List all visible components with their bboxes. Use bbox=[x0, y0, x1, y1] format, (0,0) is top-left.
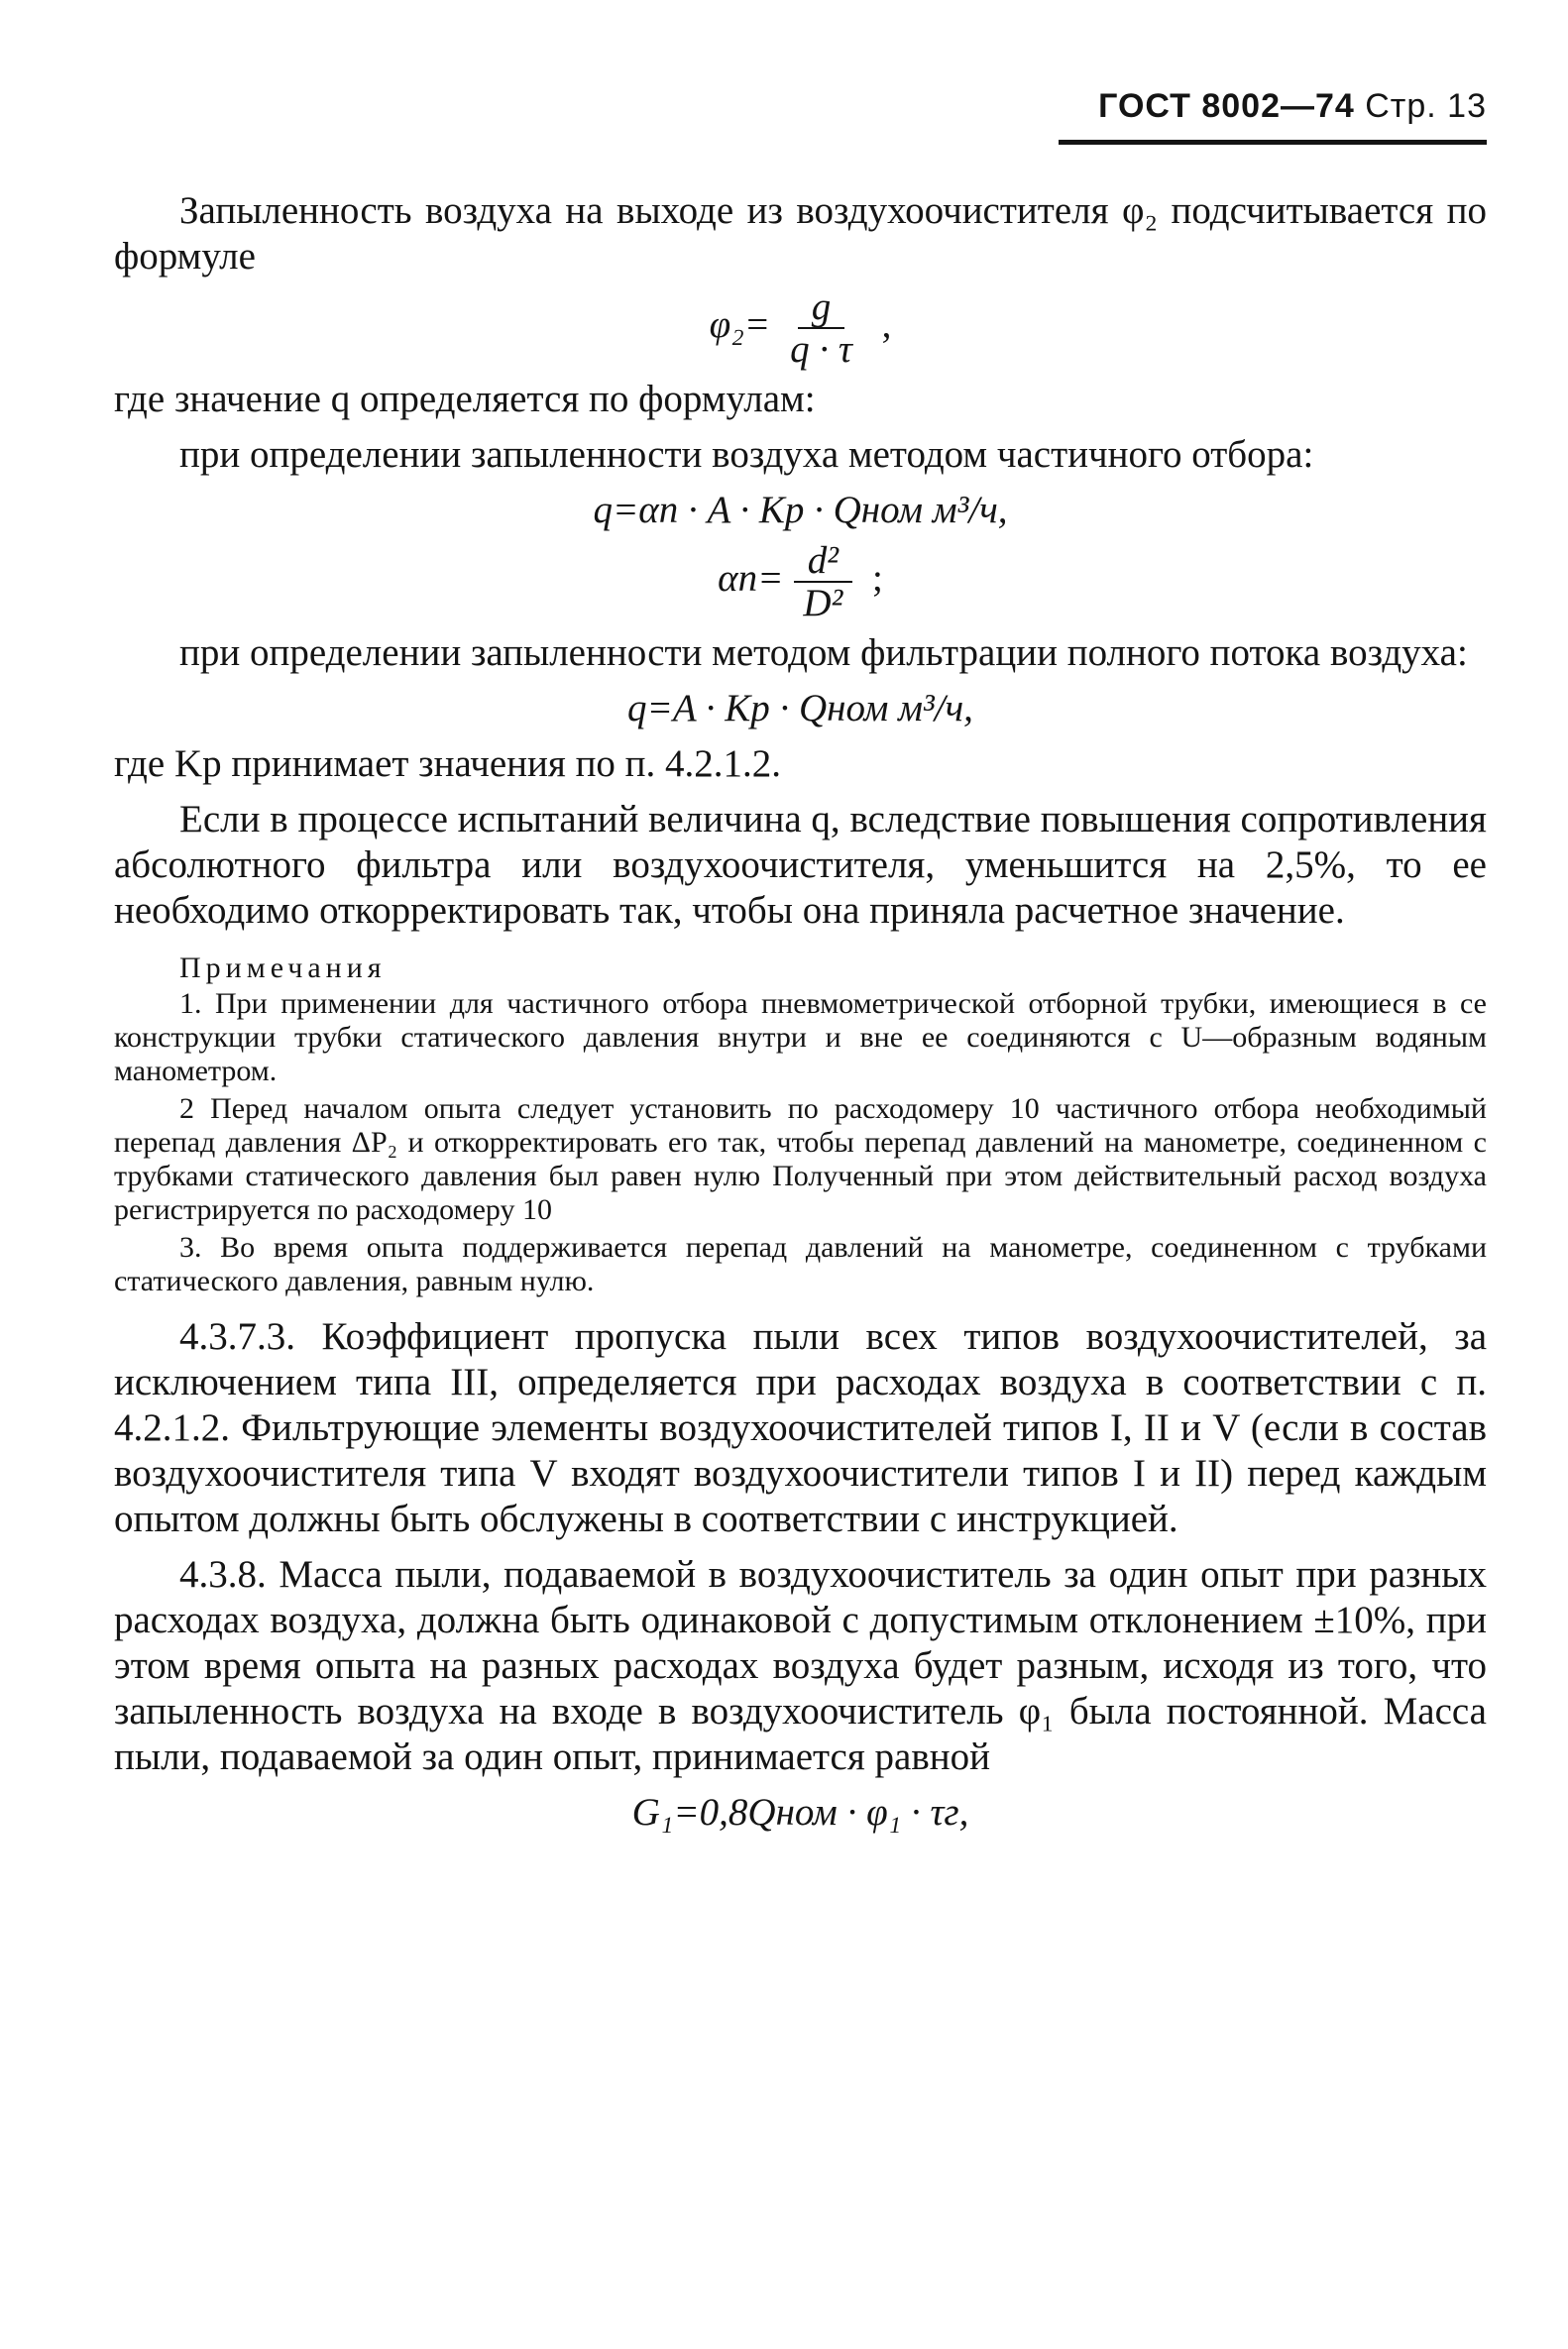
note-item: 3. Во время опыта поддерживается перепад давлений на манометре, соединенном с трубками статического давления, равным нулю. bbox=[114, 1231, 1487, 1297]
paragraph-dust-outlet: Запыленность воздуха на выходе из воздухоочистителя φ₂ подсчитывается по формуле bbox=[114, 189, 1487, 278]
page-number: Стр. 13 bbox=[1365, 87, 1487, 125]
notes-block bbox=[114, 951, 1487, 1298]
fraction-denominator: D² bbox=[803, 582, 843, 624]
paragraph-q-definition: где значение q определяется по формулам: bbox=[114, 378, 816, 420]
formula-punct: ; bbox=[862, 556, 883, 600]
formula-punct: , bbox=[871, 302, 892, 346]
formula-alpha bbox=[114, 539, 1487, 624]
formula-q-full: q=A · Kр · Qном м³/ч, bbox=[627, 687, 973, 729]
fraction-numerator: g bbox=[798, 289, 845, 329]
formula-g1: G₁=0,8Qном · φ₁ · τг, bbox=[631, 1791, 969, 1834]
paragraph-4-3-8: 4.3.8. Масса пыли, подаваемой в воздухоочиститель за один опыт при разных расходах воздуха, должна быть одинаковой с допустимым отклонением ±10%, при этом время опыта на разных расходах воздуха будет разным, исходя из того, что запыленность воздуха на входе в воздухоочиститель φ₁ была постоянной. Масса пыли, подаваемой за один опыт, принимается равной bbox=[114, 1553, 1487, 1778]
paragraph-kp-values: где Kр принимает значения по п. 4.2.1.2. bbox=[114, 742, 782, 785]
paragraph-full-flow-method: при определении запыленности методом фильтрации полного потока воздуха: bbox=[179, 631, 1468, 674]
paragraph-partial-method: при определении запыленности воздуха методом частичного отбора: bbox=[179, 433, 1314, 476]
paragraph-4-3-7-3: 4.3.7.3. Коэффициент пропуска пыли всех типов воздухоочистителей, за исключением типа III, определяется при расходах воздуха в соответствии с п. 4.2.1.2. Фильтрующие элементы воздухоочистителей типов I, II и V (если в состав воздухоочистителя типа V входят воздухоочистители типов I и II) перед каждым опытом должны быть обслужены в соответствии с инструкцией. bbox=[114, 1315, 1487, 1540]
formula-fraction bbox=[789, 539, 856, 624]
formula-fraction bbox=[776, 285, 866, 371]
note-item: 1. При применении для частичного отбора пневмометрической отборной трубки, имеющиеся в се конструкции трубки статического давления внутри и вне ее соединяются с U—образным водяным манометром. bbox=[114, 987, 1487, 1087]
notes-heading: Примечания bbox=[179, 951, 387, 984]
standard-number: ГОСТ 8002—74 bbox=[1098, 87, 1355, 125]
note-item: 2 Перед началом опыта следует установить по расходомеру 10 частичного отбора необходимый перепад давления ΔP₂ и откорректировать его так, чтобы перепад давлений на манометре, соединенном с трубками статического давления был равен нулю Полученный при этом действительный расход воздуха регистрируется по расходомеру 10 bbox=[114, 1092, 1487, 1226]
paragraph-correction: Если в процессе испытаний величина q, вследствие повышения сопротивления абсолютного фильтра или воздухоочистителя, уменьшится на 2,5%, то ее необходимо откорректировать так, чтобы она приняла расчетное значение. bbox=[114, 798, 1487, 932]
page-header bbox=[1059, 87, 1487, 145]
formula-q-partial: q=αп · A · Kр · Qном м³/ч, bbox=[593, 489, 1008, 531]
formula-lhs: αп= bbox=[718, 556, 784, 600]
formula-lhs: φ₂= bbox=[709, 302, 771, 346]
document-body bbox=[114, 188, 1487, 1846]
formula-phi2 bbox=[114, 285, 1487, 371]
fraction-numerator: d² bbox=[794, 543, 852, 583]
fraction-denominator: q · τ bbox=[790, 328, 852, 371]
